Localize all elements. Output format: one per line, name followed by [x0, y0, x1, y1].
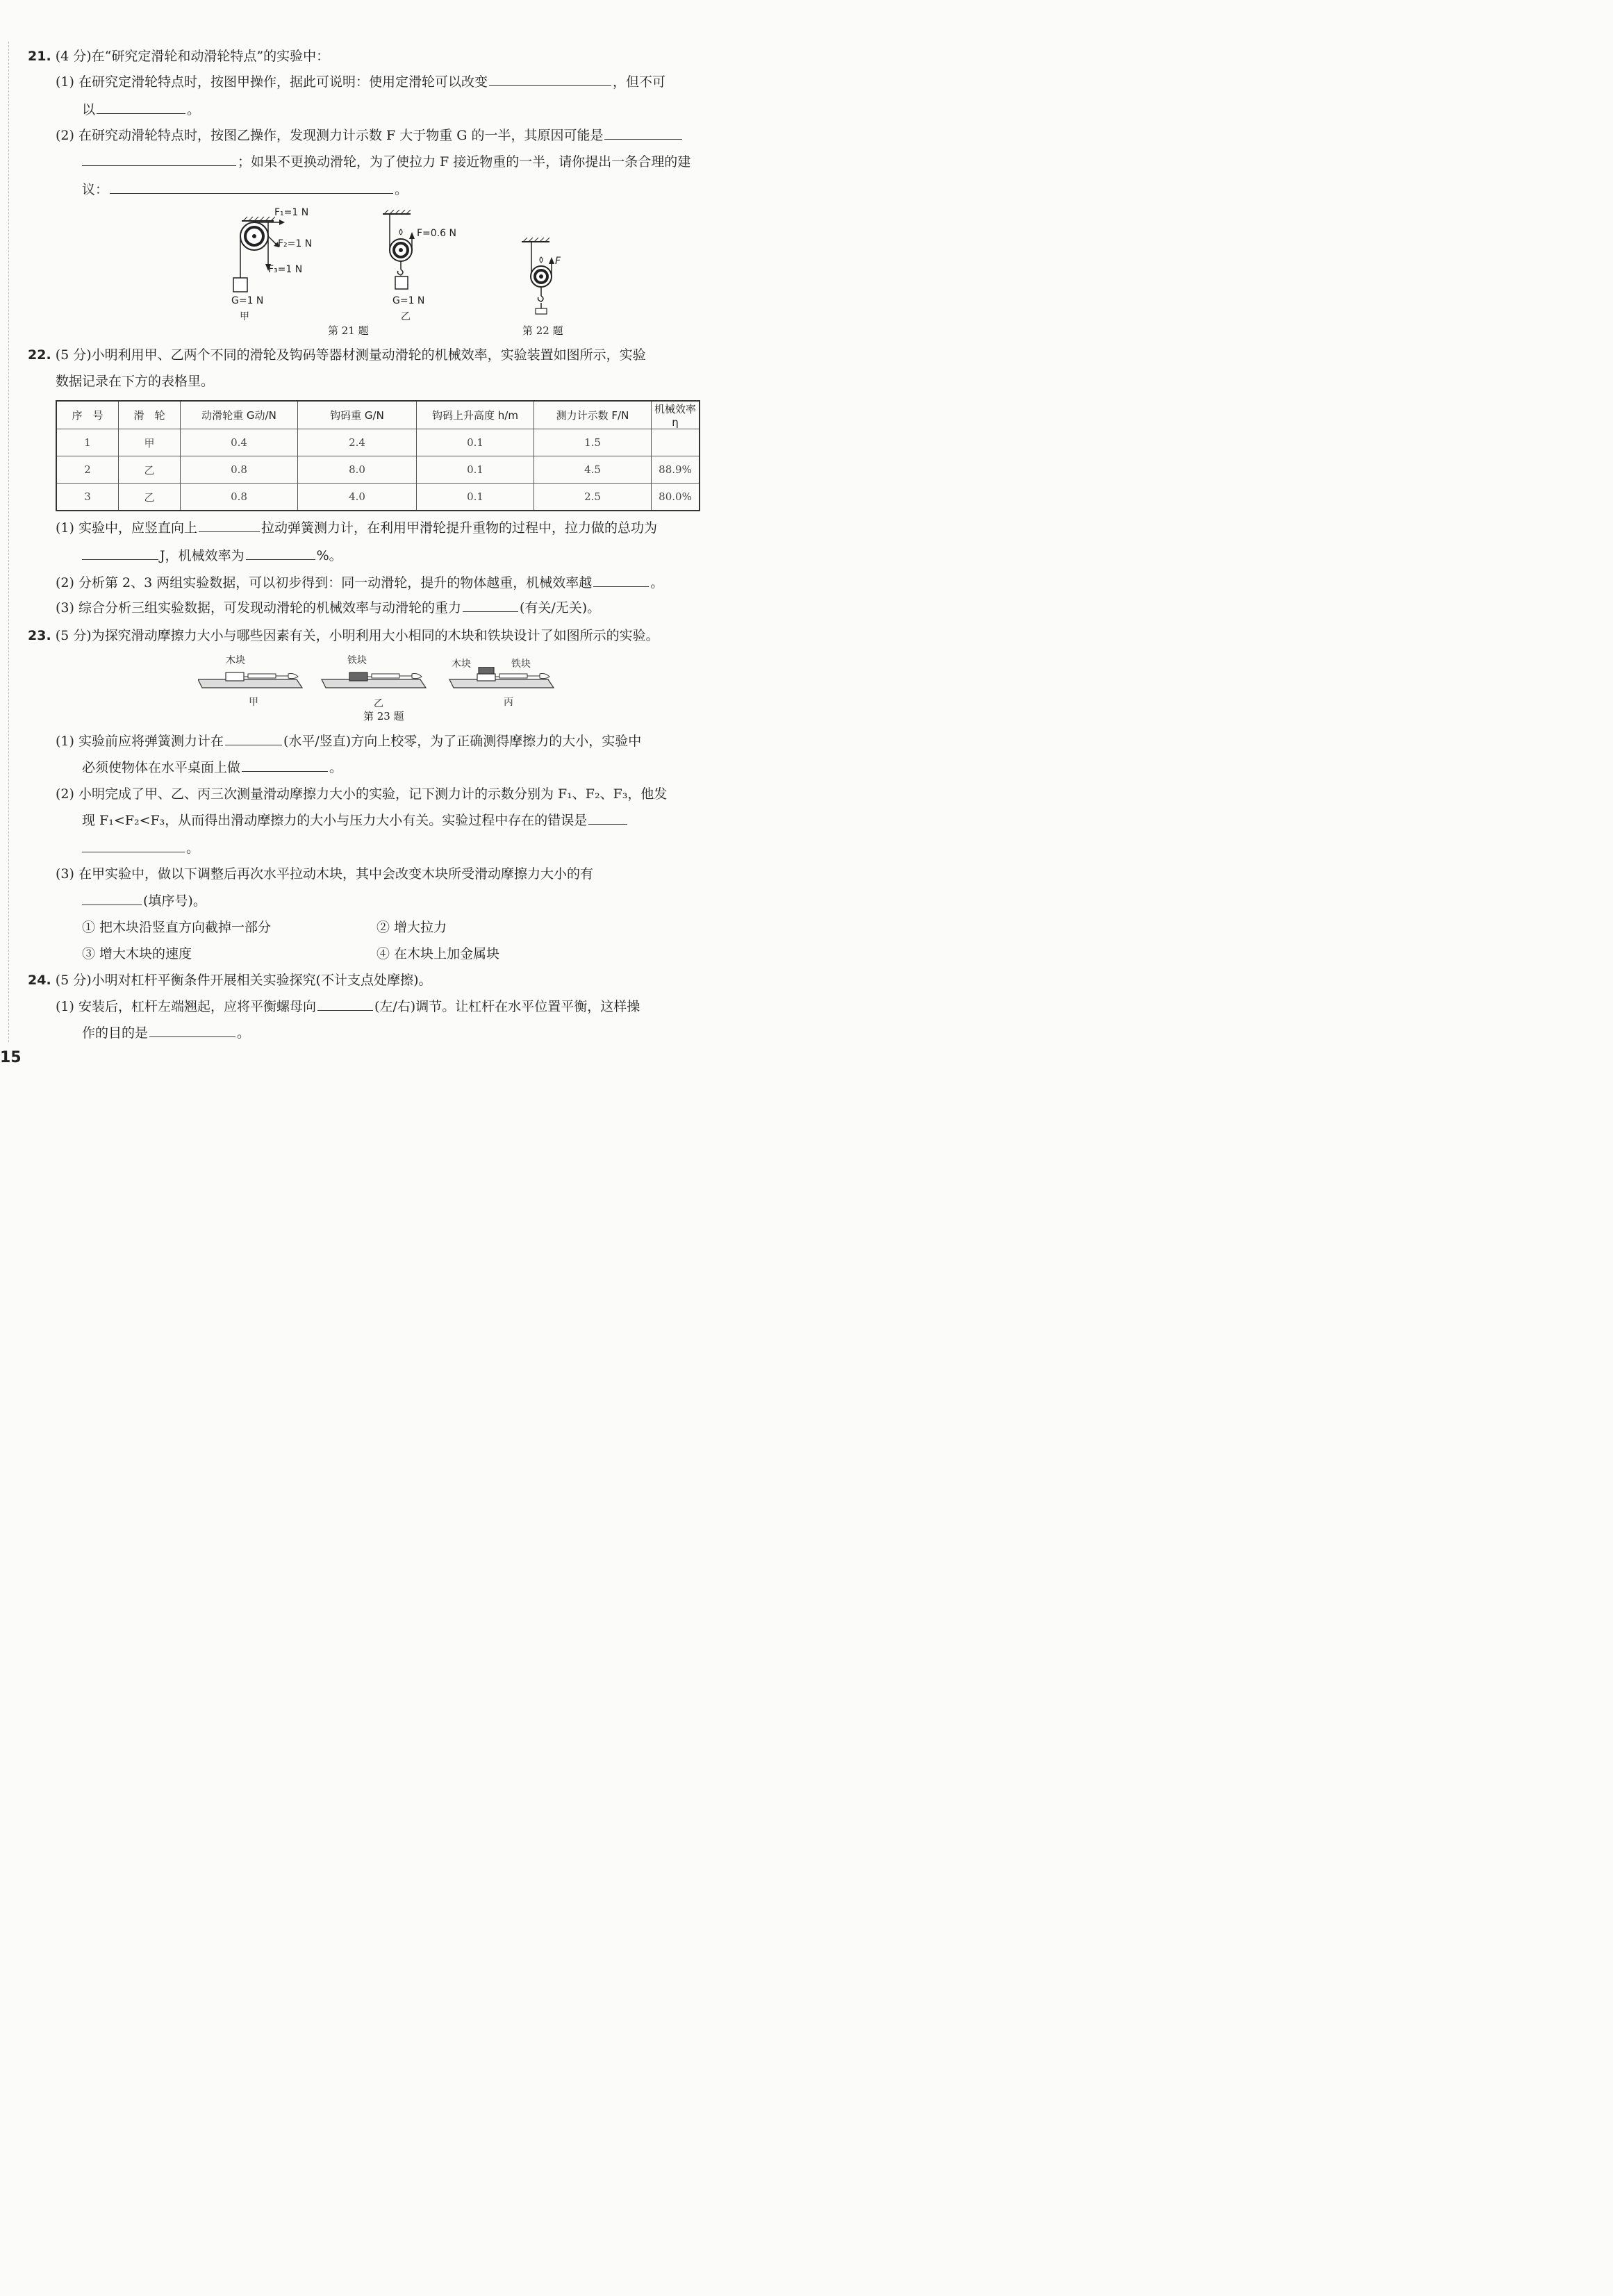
q22-number: 22.: [28, 347, 51, 363]
q21-p2-text-b: ；如果不更换动滑轮，为了使拉力 F 接近物重的一半，请你提出一条合理的建: [238, 154, 691, 170]
table-cell: 0.8: [181, 484, 298, 511]
table-header-cell: 测力计示数 F/N: [534, 401, 652, 429]
fig23-setup-yi: [322, 672, 426, 688]
q21-p1-text-c: 以: [82, 102, 96, 117]
table-cell: 0.1: [417, 429, 534, 456]
q23-part3-line2: [82, 891, 206, 911]
q22-p1-text-c: J，机械效率为: [160, 548, 245, 563]
q21-p2-text-d: 。: [395, 182, 408, 197]
q22-part1-line2: [82, 545, 342, 566]
table-cell: 2.5: [534, 484, 652, 511]
fig21-jia-f2-label: F₂=1 N: [278, 238, 313, 249]
fig21-yi-movable-pulley: [379, 207, 434, 304]
q24-part1-line1: [56, 996, 640, 1017]
fig21-jia-name: 甲: [240, 311, 249, 322]
table-cell: 3: [56, 484, 119, 511]
q24-stem-text: (5 分)小明对杠杆平衡条件开展相关实验探究(不计支点处摩擦)。: [55, 973, 432, 988]
q23-p1-text-d: 。: [329, 760, 343, 775]
q23-part2-line3: [82, 838, 199, 859]
q22-stem-text-1: (5 分)小明利用甲、乙两个不同的滑轮及钩码等器材测量动滑轮的机械效率，实验装置如图所示，实验: [55, 347, 646, 363]
table-header-cell: 动滑轮重 G动/N: [181, 401, 298, 429]
q23-p2-blank-cont[interactable]: [82, 838, 185, 852]
q21-part2-line1: [56, 125, 684, 146]
table-header-cell: 钩码上升高度 h/m: [417, 401, 534, 429]
q24-p1-text-c: 作的目的是: [82, 1025, 149, 1041]
table-cell: 0.8: [181, 456, 298, 484]
q23-p1-text-c: 必须使物体在水平桌面上做: [82, 760, 241, 775]
q23-p3-text-b: (填序号)。: [143, 893, 206, 909]
table-header-cell: 钩码重 G/N: [298, 401, 417, 429]
q21-stem-text: (4 分)在“研究定滑轮和动滑轮特点”的实验中：: [55, 49, 330, 64]
q23-number: 23.: [28, 628, 51, 643]
q24-p1-blank1[interactable]: [317, 996, 373, 1011]
q22-p2-blank[interactable]: [593, 572, 649, 587]
q23-option-4: ④ 在木块上加金属块: [377, 946, 500, 961]
table-cell-answer[interactable]: [652, 429, 700, 456]
q23-option-3: ③ 增大木块的速度: [82, 946, 192, 961]
q24-stem: [28, 970, 432, 991]
q23-option-1: ① 把木块沿竖直方向截掉一部分: [82, 920, 272, 935]
q21-part2-line2: [82, 151, 690, 172]
table-cell: 0.1: [417, 456, 534, 484]
q23-stem: [28, 625, 659, 646]
q21-part1-line1: [56, 72, 665, 92]
q24-p1-text-b: (左/右)调节。让杠杆在水平位置平衡，这样操: [374, 999, 640, 1014]
q23-p1-text-a: (1) 实验前应将弹簧测力计在: [56, 734, 224, 749]
table-cell: 88.9%: [652, 456, 700, 484]
q21-part1-line2: [82, 99, 200, 120]
q21-p1-blank2[interactable]: [97, 99, 185, 114]
q23-p3-blank[interactable]: [82, 891, 142, 905]
table-cell: 1.5: [534, 429, 652, 456]
table-header-cell: 机械效率 η: [652, 401, 700, 429]
table-cell: 0.4: [181, 429, 298, 456]
q22-stem-line1: [28, 345, 646, 365]
q21-p2-blank1-cont[interactable]: [82, 151, 236, 166]
q23-part1-line2: [82, 757, 342, 778]
q21-p2-blank2[interactable]: [110, 179, 393, 194]
fig23-friction-setups: [198, 667, 559, 695]
table-cell: 2.4: [298, 429, 417, 456]
q21-p2-text-a: (2) 在研究动滑轮特点时，按图乙操作，发现测力计示数 F 大于物重 G 的一半，其原因可能是: [56, 128, 604, 143]
fig23-yi-name: 乙: [374, 698, 383, 709]
q24-p1-text-d: 。: [237, 1025, 251, 1041]
table-cell: 8.0: [298, 456, 417, 484]
fig22-f-label: F: [555, 256, 561, 267]
q23-part2-line2: [82, 810, 629, 831]
fig21-jia-f1-label: F₁=1 N: [274, 207, 309, 218]
fig21-caption: 第 21 题: [328, 324, 369, 337]
table-row: [56, 429, 700, 456]
q23-p2-text-b: 现 F₁<F₂<F₃，从而得出滑动摩擦力的大小与压力大小有关。实验过程中存在的错误是: [82, 813, 588, 828]
q21-stem: [28, 46, 329, 67]
q22-p1-blank3[interactable]: [246, 545, 315, 560]
table-cell: 甲: [119, 429, 181, 456]
q22-p1-blank2[interactable]: [82, 545, 158, 560]
q22-part1-line1: [56, 518, 657, 538]
q22-p1-blank1[interactable]: [199, 518, 260, 532]
table-header-row: [56, 401, 700, 429]
fig23-jia-name: 甲: [249, 697, 258, 708]
fig23-setup-jia: [198, 672, 302, 688]
q22-data-table: [56, 400, 700, 511]
table-cell: 4.5: [534, 456, 652, 484]
q22-stem-line2: 数据记录在下方的表格里。: [56, 374, 215, 389]
fig23-bing-name: 丙: [504, 697, 513, 708]
table-row: [56, 484, 700, 511]
fig21-yi-g-label: G=1 N: [392, 295, 425, 306]
margin-dashed-line: [8, 42, 9, 1042]
fig23-caption: 第 23 题: [363, 710, 404, 722]
q21-part2-line3: [82, 179, 408, 200]
fig21-jia-f3-label: F₃=1 N: [268, 264, 303, 275]
table-row: [56, 456, 700, 484]
fig21-jia-g-label: G=1 N: [231, 295, 264, 306]
q24-p1-blank2[interactable]: [149, 1023, 235, 1037]
fig23-yi-iron-label: 铁块: [347, 655, 367, 666]
q23-p1-text-b: (水平/竖直)方向上校零，为了正确测得摩擦力的大小，实验中: [283, 734, 642, 749]
q23-part3-line1: (3) 在甲实验中，做以下调整后再次水平拉动木块，其中会改变木块所受滑动摩擦力大小的有: [56, 866, 593, 882]
fig22-pulley: [518, 235, 573, 325]
q22-p1-text-b: 拉动弹簧测力计，在利用甲滑轮提升重物的过程中，拉力做的总功为: [260, 520, 657, 536]
table-header-cell: 滑 轮: [119, 401, 181, 429]
q22-part3: [56, 597, 600, 618]
q21-p1-text-a: (1) 在研究定滑轮特点时，按图甲操作，据此可说明：使用定滑轮可以改变: [56, 74, 488, 90]
fig22-caption: 第 22 题: [522, 324, 563, 337]
page-number: 15: [0, 1049, 22, 1066]
q22-p3-blank[interactable]: [463, 597, 518, 612]
q22-part2: [56, 572, 663, 593]
table-cell: 乙: [119, 484, 181, 511]
fig21-yi-name: 乙: [401, 311, 411, 322]
q23-p2-blank[interactable]: [588, 810, 627, 825]
q24-p1-text-a: (1) 安装后，杠杆左端翘起，应将平衡螺母向: [56, 999, 316, 1014]
q22-p2-text-b: 。: [650, 575, 664, 590]
q21-p2-blank1[interactable]: [604, 125, 682, 140]
q23-p1-blank2[interactable]: [242, 757, 328, 772]
q22-p3-text-a: (3) 综合分析三组实验数据，可发现动滑轮的机械效率与动滑轮的重力: [56, 600, 461, 616]
q23-option-2: ② 增大拉力: [377, 920, 447, 935]
q24-part1-line2: [82, 1023, 250, 1043]
table-cell: 1: [56, 429, 119, 456]
q21-p1-text-d: 。: [187, 102, 201, 117]
table-cell: 乙: [119, 456, 181, 484]
fig23-bing-iron-label: 铁块: [511, 659, 531, 670]
q23-p1-blank1[interactable]: [225, 731, 282, 745]
table-cell: 0.1: [417, 484, 534, 511]
q21-p1-text-b: ，但不可: [612, 74, 665, 90]
q23-part1-line1: [56, 731, 641, 752]
q22-p3-text-b: (有关/无关)。: [519, 600, 601, 616]
fig23-jia-wood-label: 木块: [226, 655, 245, 666]
q22-p1-text-d: %。: [316, 548, 342, 563]
q22-p2-text-a: (2) 分析第 2、3 两组实验数据，可以初步得到：同一动滑轮，提升的物体越重，机械效率越: [56, 575, 593, 590]
fig23-bing-wood-label: 木块: [452, 659, 471, 670]
q23-stem-text: (5 分)为探究滑动摩擦力大小与哪些因素有关，小明利用大小相同的木块和铁块设计了如图所示的实验。: [55, 628, 659, 643]
table-cell: 2: [56, 456, 119, 484]
q21-number: 21.: [28, 49, 51, 64]
q22-p1-text-a: (1) 实验中，应竖直向上: [56, 520, 197, 536]
table-cell: 80.0%: [652, 484, 700, 511]
q24-number: 24.: [28, 973, 51, 988]
q23-part2-line1: (2) 小明完成了甲、乙、丙三次测量滑动摩擦力大小的实验，记下测力计的示数分别为 F₁、F₂、F₃，他发: [56, 786, 668, 802]
fig21-yi-f-label: F=0.6 N: [417, 228, 456, 239]
q21-p1-blank1[interactable]: [489, 72, 611, 86]
q23-p2-text-c: 。: [186, 841, 200, 856]
q21-p2-text-c: 议：: [82, 182, 109, 197]
table-header-cell: 序 号: [56, 401, 119, 429]
table-cell: 4.0: [298, 484, 417, 511]
